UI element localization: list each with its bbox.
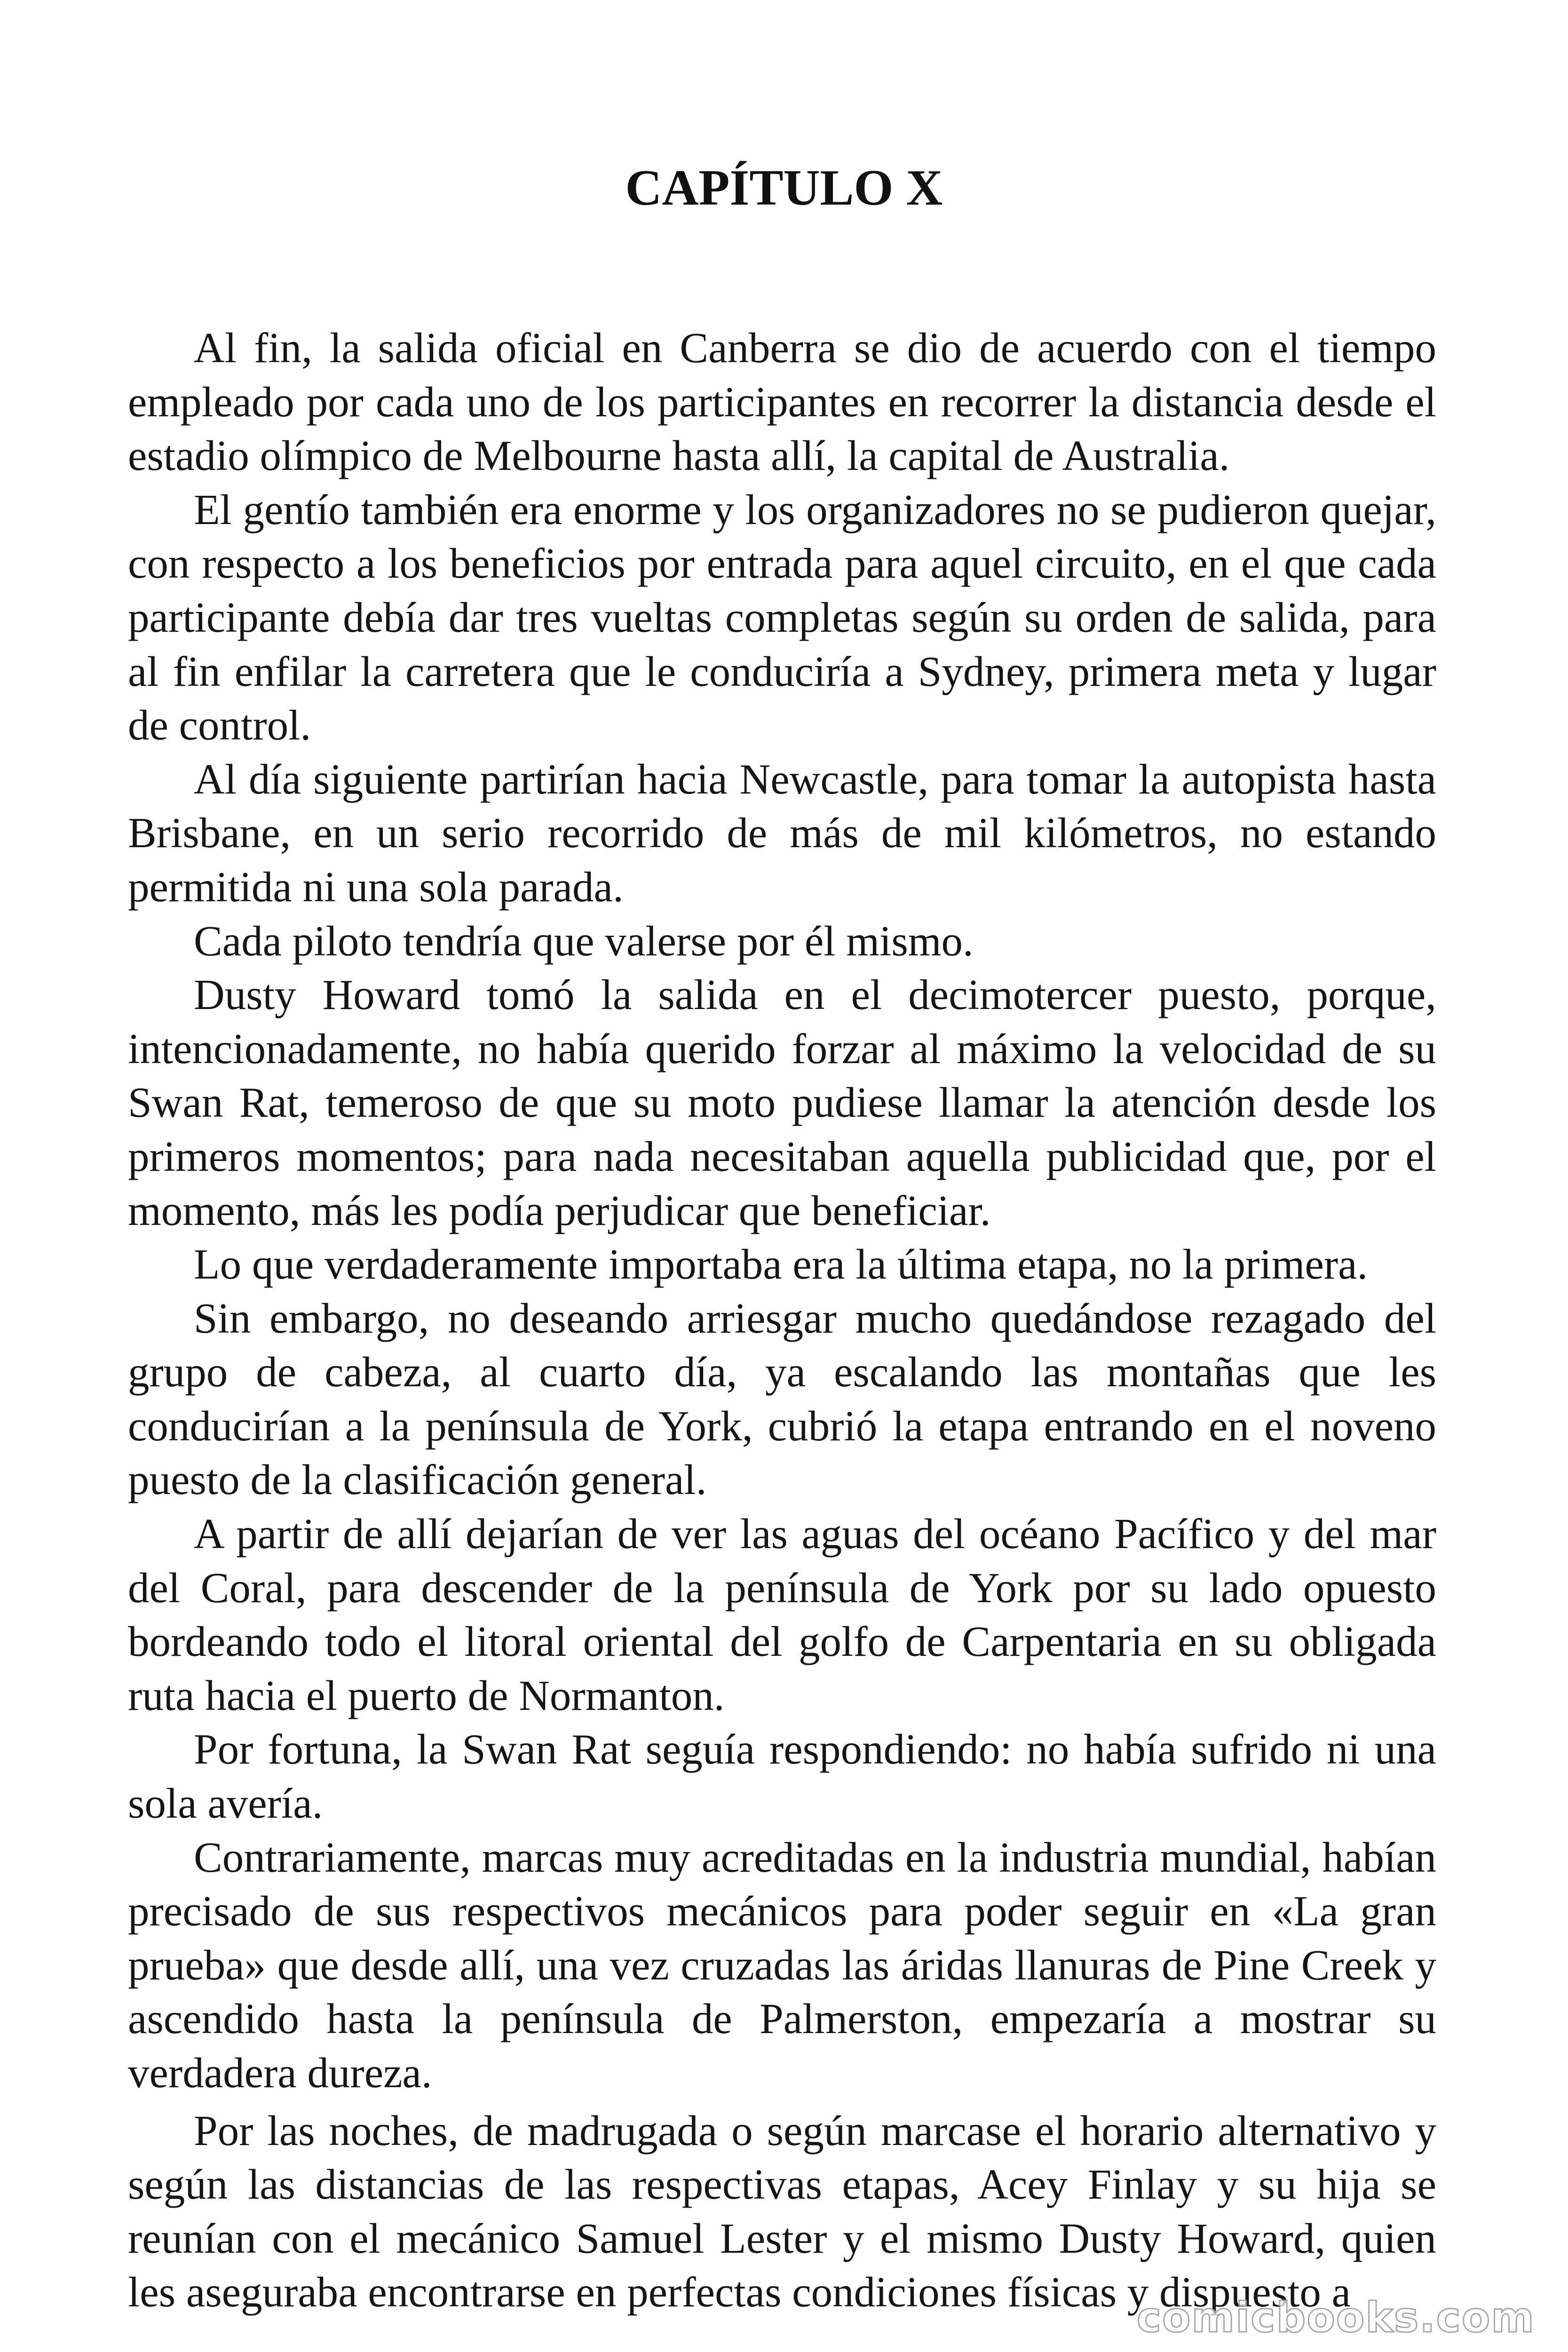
paragraph: Por las noches, de madrugada o según marcase el horario alternativo y según las distancias de las respectivas etapas, Acey Finlay y su hija se reunían con el mecánico Samuel Lester y el mismo Dusty Howard, quien les aseguraba encontrarse en perfectas condiciones físicas y dispuesto a: [128, 2106, 1436, 2316]
paragraph: El gentío también era enorme y los organizadores no se pudieron quejar, con respecto a los beneficios por entrada para aquel circuito, en el que cada participante debía dar tres vueltas completas según su orden de salida, para al fin enfilar la carretera que le conduciría a Sydney, primera meta y lugar de control.: [128, 485, 1436, 749]
paragraph: Lo que verdaderamente importaba era la última etapa, no la primera.: [194, 1240, 1368, 1288]
paragraph: Al fin, la salida oficial en Canberra se dio de acuerdo con el tiempo empleado por cada uno de los participantes en recorrer la distancia desde el estadio olímpico de Melbourne hasta allí, la capital de Australia.: [128, 324, 1436, 480]
paragraph: Contrariamente, marcas muy acreditadas en la industria mundial, habían precisado de sus respectivos mecánicos para poder seguir en «La gran prueba» que desde allí, una vez cruzadas las áridas llanuras de Pine Creek y ascendido hasta la península de Palmerston, empezaría a mostrar su verdadera dureza.: [128, 1833, 1436, 2097]
paragraph: Por fortuna, la Swan Rat seguía respondiendo: no había sufrido ni una sola avería.: [128, 1725, 1436, 1828]
chapter-body: [128, 321, 1436, 2320]
paragraph: A partir de allí dejarían de ver las aguas del océano Pacífico y del mar del Coral, para descender de la península de York por su lado opuesto bordeando todo el litoral oriental del golfo de Carpentaria en su obligada ruta hacia el puerto de Normanton.: [128, 1510, 1436, 1719]
chapter-title: CAPÍTULO X: [625, 160, 943, 216]
paragraph: Dusty Howard tomó la salida en el decimotercer puesto, porque, intencionadamente, no había querido forzar al máximo la velocidad de su Swan Rat, temeroso de que su moto pudiese llamar la atención desde los primeros momentos; para nada necesitaban aquella publicidad que, por el momento, más les podía perjudicar que beneficiar.: [128, 971, 1436, 1234]
watermark: comicbooks.com: [1136, 2293, 1535, 2342]
paragraph: Sin embargo, no deseando arriesgar mucho quedándose rezagado del grupo de cabeza, al cuarto día, ya escalando las montañas que les conducirían a la península de York, cubrió la etapa entrando en el noveno puesto de la clasificación general.: [128, 1294, 1436, 1504]
paragraph: Cada piloto tendría que valerse por él mismo.: [194, 917, 974, 965]
paragraph: Al día siguiente partirían hacia Newcastle, para tomar la autopista hasta Brisbane, en un serio recorrido de más de mil kilómetros, no estando permitida ni una sola parada.: [128, 755, 1436, 911]
